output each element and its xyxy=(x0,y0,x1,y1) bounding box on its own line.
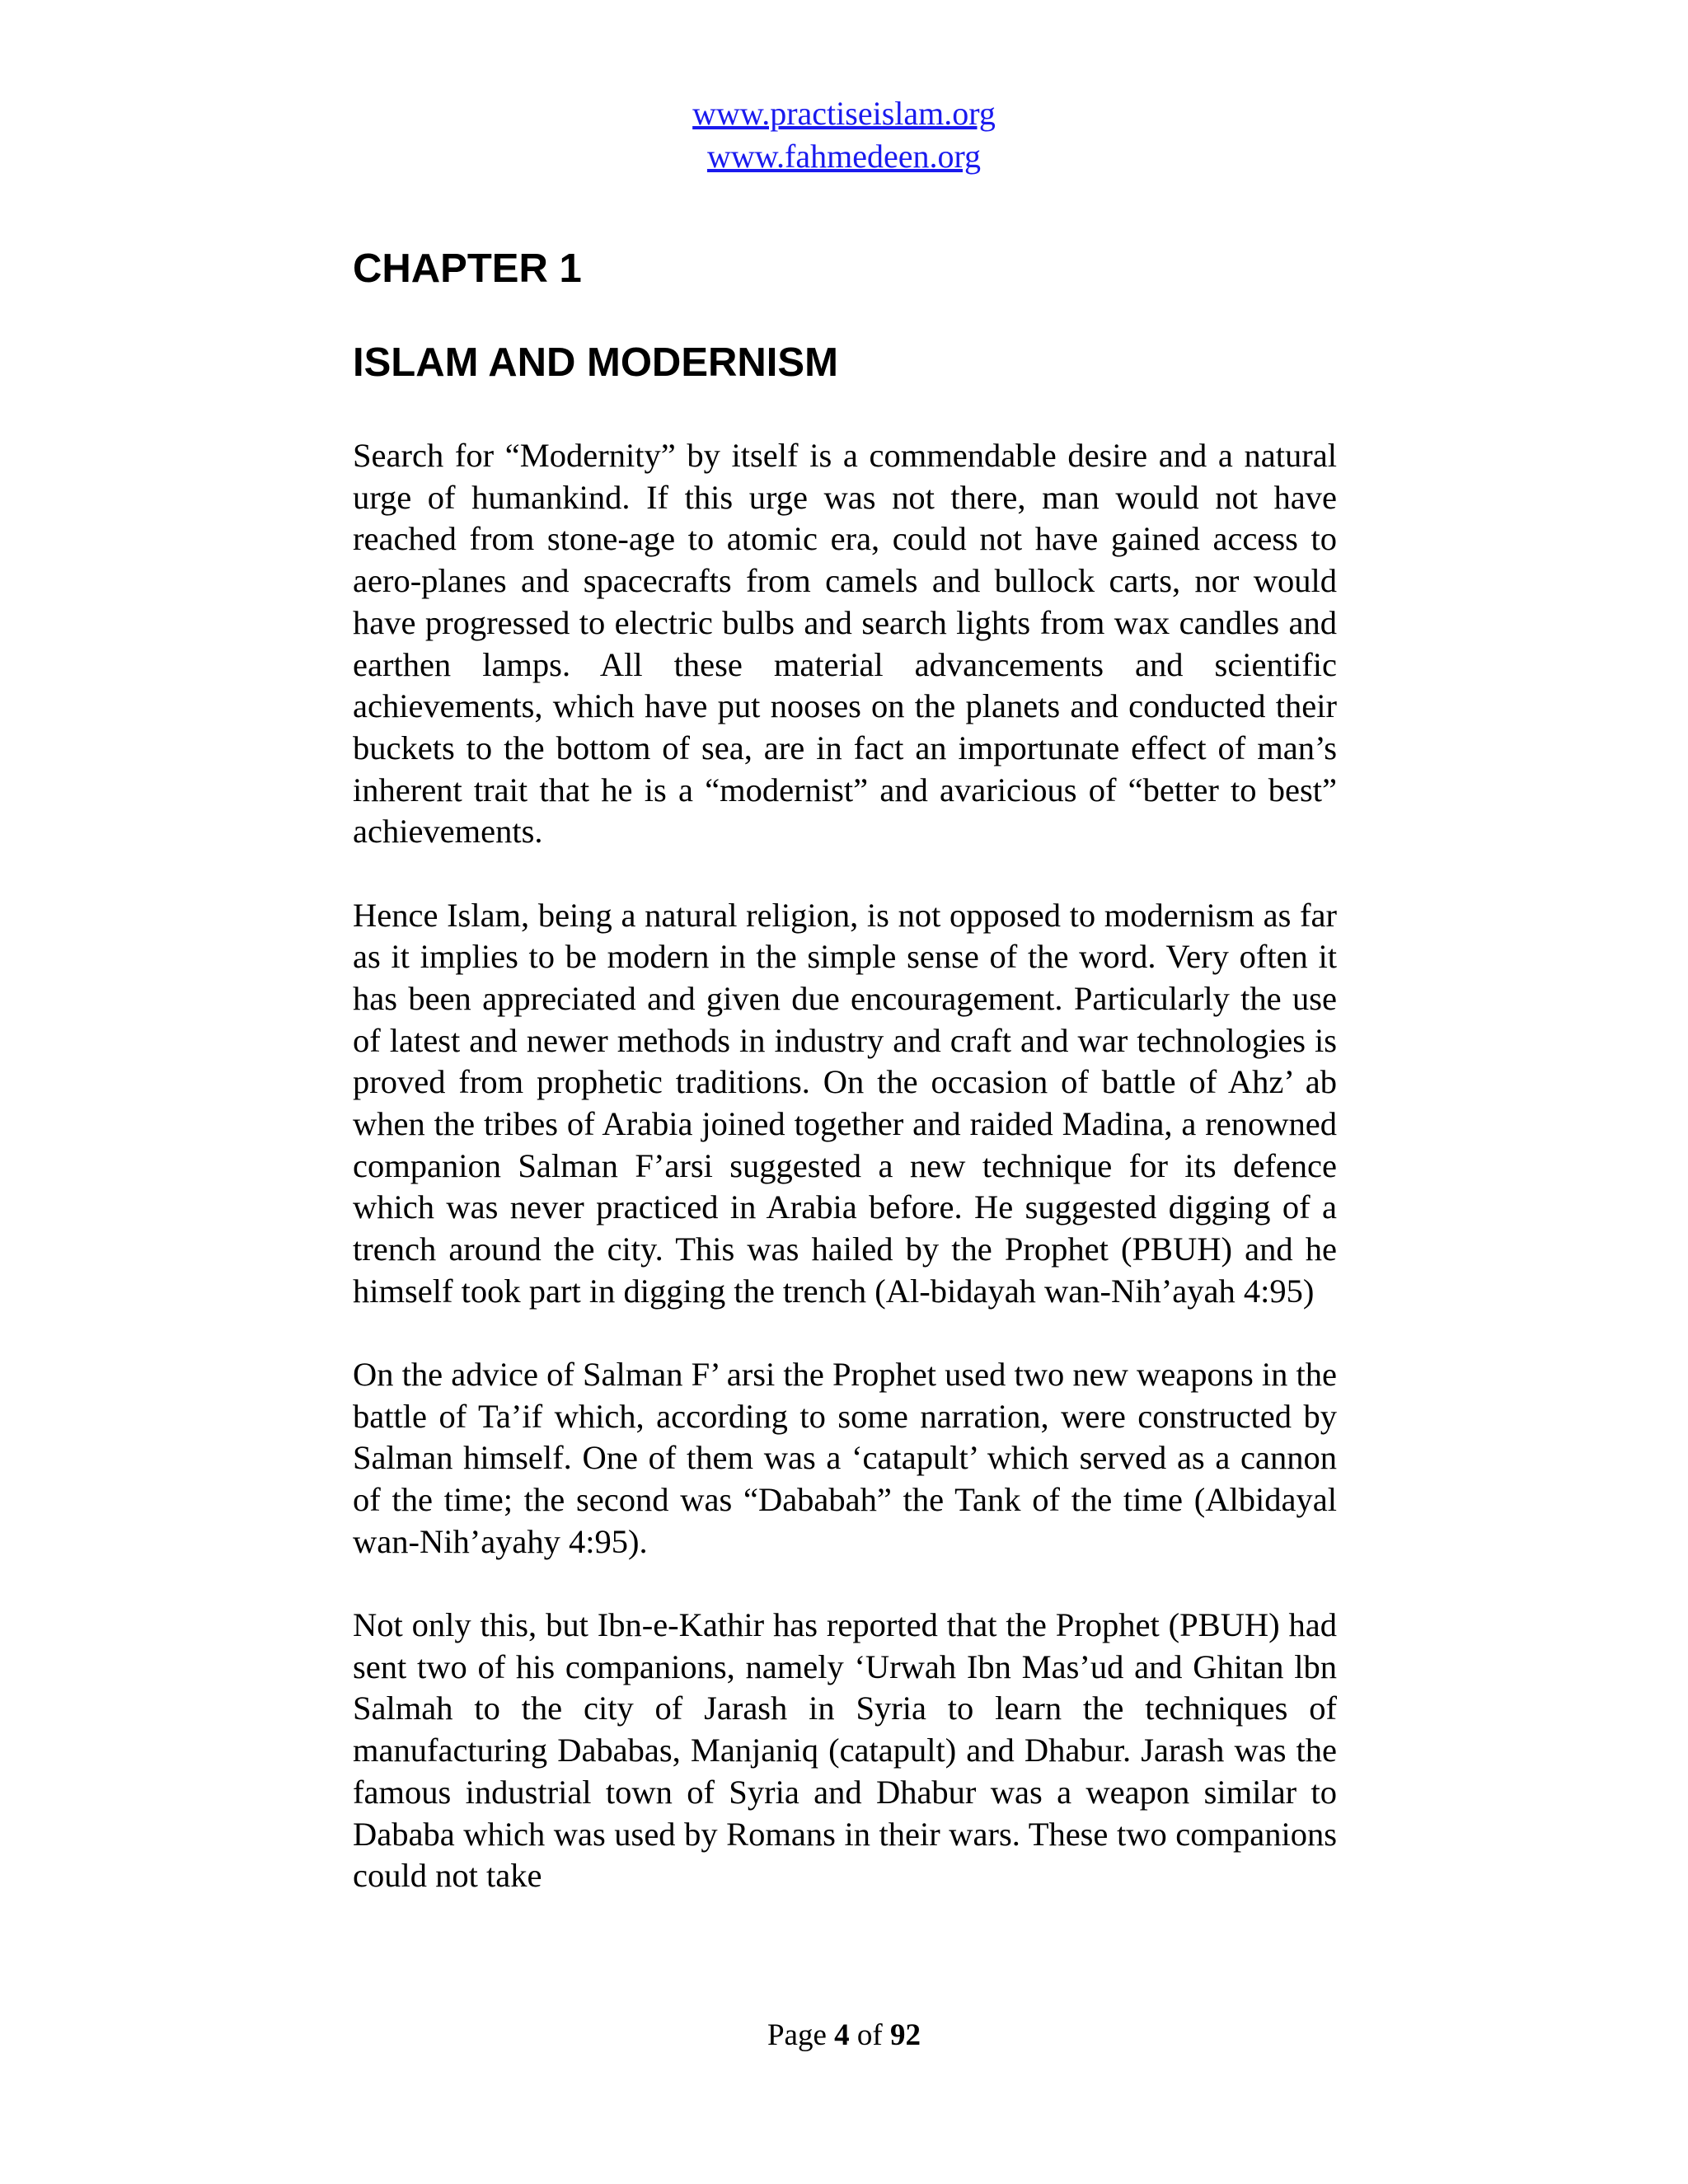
paragraph-3: On the advice of Salman F’ arsi the Prophet used two new weapons in the battle of Ta’if which, according to some narration, were constructed by Salman himself. One of them was a ‘catapult’ which served as a cannon of the time; the second was “Dababah” the Tank of the time (Albidayal wan-Nih’ayahy 4:95). xyxy=(353,1356,1337,1560)
chapter-label: CHAPTER 1 xyxy=(353,246,582,291)
paragraph-1: Search for “Modernity” by itself is a commendable desire and a natural urge of humankind. If this urge was not there, man would not have reached from stone-age to atomic era, could not have gained access to aero-planes and spacecrafts from camels and bullock carts, nor would have progressed to electric bulbs and search lights from wax candles and earthen lamps. All these material advancements and scientific achievements, which have put nooses on the planets and conducted their buckets to the bottom of sea, are in fact an importunate effect of man’s inherent trait that he is a “modernist” and avaricious of “better to best” achievements. xyxy=(353,437,1337,851)
footer-total-pages: 92 xyxy=(890,2018,921,2052)
header-link-fahmedeen[interactable]: www.fahmedeen.org xyxy=(706,138,982,175)
chapter-title: ISLAM AND MODERNISM xyxy=(353,340,838,385)
footer-separator: of xyxy=(856,2018,883,2052)
footer-prefix: Page xyxy=(767,2018,827,2052)
paragraph-4: Not only this, but Ibn-e-Kathir has reported that the Prophet (PBUH) had sent two of his companions, namely ‘Urwah Ibn Mas’ud and Ghitan lbn Salmah to the city of Jarash in Syria to learn the techniques of manufacturing Dababas, Manjaniq (catapult) and Dhabur. Jarash was the famous industrial town of Syria and Dhabur was a weapon similar to Dababa which was used by Romans in their wars. These two companions could not take xyxy=(353,1606,1337,1895)
page-footer xyxy=(0,2017,1688,2055)
header-link-practiseislam[interactable]: www.practiseislam.org xyxy=(692,95,996,132)
header-links xyxy=(0,92,1688,178)
page-content xyxy=(353,239,1337,1939)
body-text xyxy=(353,435,1337,1897)
footer-current-page: 4 xyxy=(834,2018,850,2052)
paragraph-2: Hence Islam, being a natural religion, is not opposed to modernism as far as it implies to be modern in the simple sense of the word. Very often it has been appreciated and given due encouragement. Particularly the use of latest and newer methods in industry and craft and war technologies is proved from prophetic traditions. On the occasion of battle of Ahz’ ab when the tribes of Arabia joined together and raided Madina, a renowned companion Salman F’arsi suggested a new technique for its defence which was never practiced in Arabia before. He suggested digging of a trench around the city. This was hailed by the Prophet (PBUH) and he himself took part in digging the trench (Al-bidayah wan-Nih’ayah 4:95) xyxy=(353,896,1337,1310)
